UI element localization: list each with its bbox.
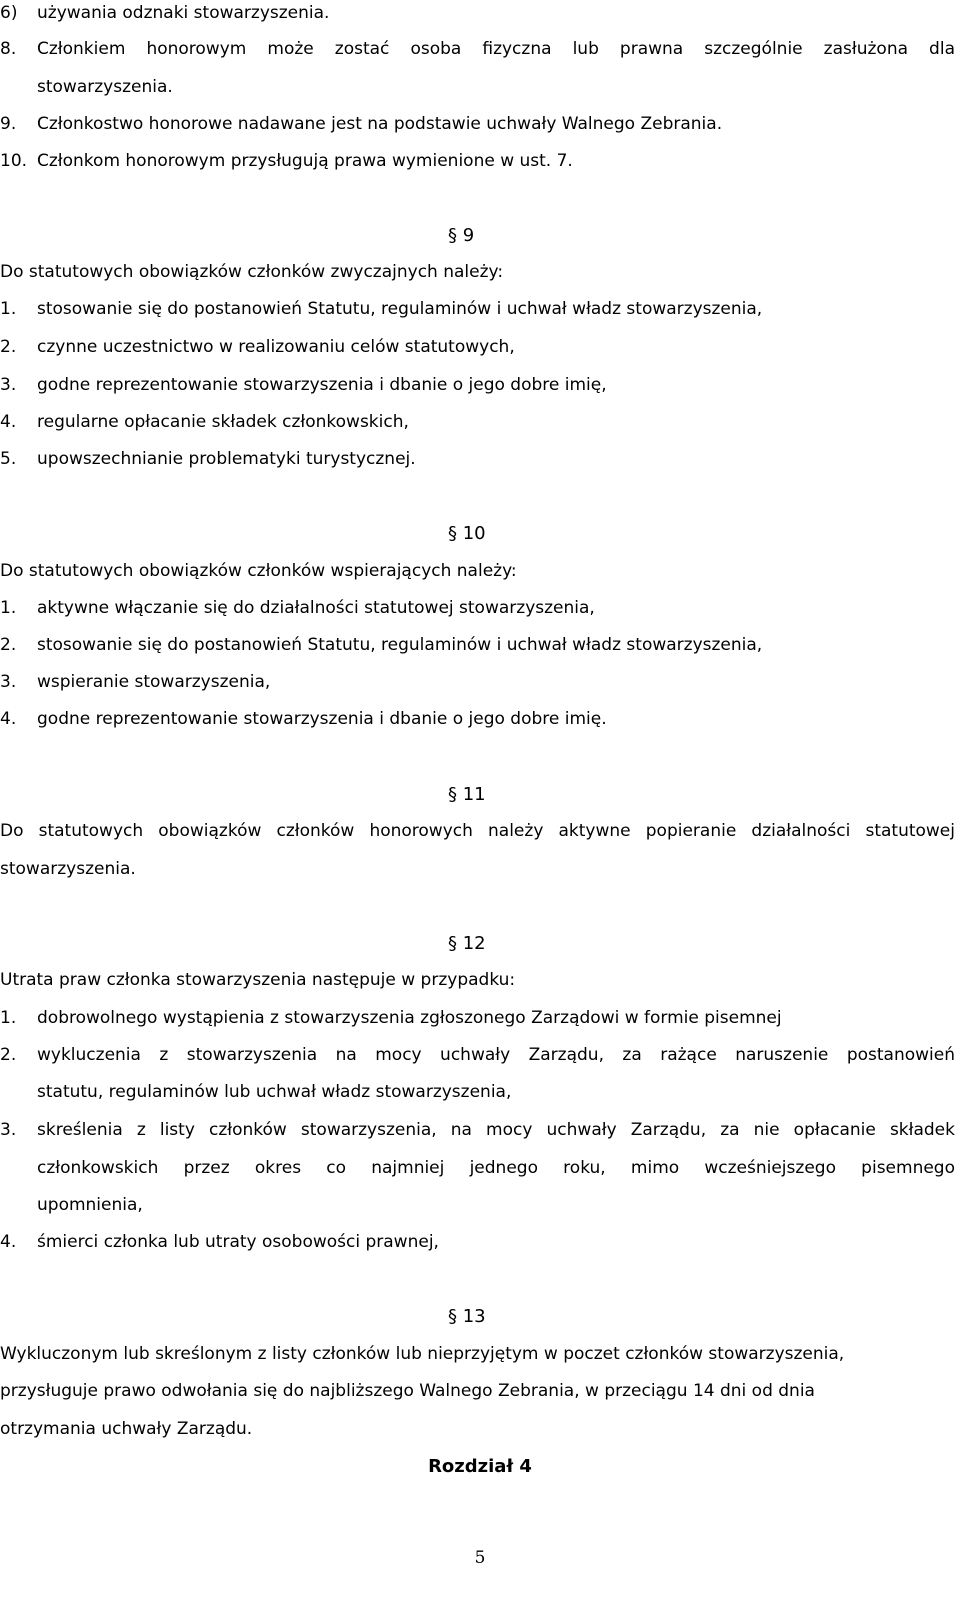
page-number: 5 [474, 1548, 486, 1568]
paragraph-line: przysługuje prawo odwołania się do najbliższego Walnego Zebrania, w przeciągu 14 dni od dnia [0, 1381, 815, 1401]
paragraph-line: otrzymania uchwały Zarządu. [0, 1419, 253, 1439]
item-text: Członkom honorowym przysługują prawa wymienione w ust. 7. [37, 151, 573, 171]
item-number: 2. [0, 337, 17, 357]
item-number: 1. [0, 299, 17, 319]
item-number: 3. [0, 375, 17, 395]
item-number: 3. [0, 672, 17, 692]
item-text: Członkiem honorowym może zostać osoba fizyczna lub prawna szczególnie zasłużona dla [37, 39, 955, 59]
item-number: 10. [0, 151, 28, 171]
section-intro: Do statutowych obowiązków członków zwyczajnych należy: [0, 262, 504, 282]
item-number: 5. [0, 449, 17, 469]
paragraph-line: stowarzyszenia. [0, 859, 136, 879]
item-text: czynne uczestnictwo w realizowaniu celów statutowych, [37, 337, 515, 357]
paragraph-text: Do statutowych obowiązków członków honorowych należy aktywne popieranie działalności statutowej [0, 821, 955, 841]
item-text: stowarzyszenia. [37, 77, 173, 97]
item-number: 8. [0, 39, 17, 59]
section-heading: § 11 [448, 784, 486, 805]
item-text: stosowanie się do postanowień Statutu, regulaminów i uchwał władz stowarzyszenia, [37, 635, 763, 655]
section-heading: § 13 [448, 1306, 486, 1327]
item-text: stosowanie się do postanowień Statutu, regulaminów i uchwał władz stowarzyszenia, [37, 299, 763, 319]
paragraph-line: Wykluczonym lub skreślonym z listy członków lub nieprzyjętym w poczet członków stowarzyszenia, [0, 1344, 845, 1364]
item-text: Członkostwo honorowe nadawane jest na podstawie uchwały Walnego Zebrania. [37, 114, 723, 134]
item-text: dobrowolnego wystąpienia z stowarzyszenia zgłoszonego Zarządowi w formie pisemnej [37, 1008, 782, 1028]
item-text: używania odznaki stowarzyszenia. [37, 3, 330, 23]
item-number: 6) [0, 3, 18, 23]
item-text: upomnienia, [37, 1195, 143, 1215]
item-number: 9. [0, 114, 17, 134]
item-text: wykluczenia z stowarzyszenia na mocy uchwały Zarządu, za rażące naruszenie postanowień [37, 1045, 955, 1065]
item-text: godne reprezentowanie stowarzyszenia i dbanie o jego dobre imię, [37, 375, 607, 395]
section-intro: Utrata praw członka stowarzyszenia następuje w przypadku: [0, 970, 516, 990]
item-number: 3. [0, 1120, 17, 1140]
item-text: wspieranie stowarzyszenia, [37, 672, 271, 692]
section-heading: § 9 [448, 225, 475, 246]
item-number: 4. [0, 709, 17, 729]
item-number: 4. [0, 1232, 17, 1252]
section-intro: Do statutowych obowiązków członków wspierających należy: [0, 561, 517, 581]
item-text: śmierci członka lub utraty osobowości prawnej, [37, 1232, 439, 1252]
chapter-heading: Rozdział 4 [428, 1456, 532, 1477]
item-number: 1. [0, 598, 17, 618]
item-number: 2. [0, 1045, 17, 1065]
item-text: członkowskich przez okres co najmniej jednego roku, mimo wcześniejszego pisemnego [37, 1158, 955, 1178]
item-text: skreślenia z listy członków stowarzyszenia, na mocy uchwały Zarządu, za nie opłacanie składek [37, 1120, 955, 1140]
item-text: statutu, regulaminów lub uchwał władz stowarzyszenia, [37, 1082, 512, 1102]
section-heading: § 10 [448, 523, 486, 544]
section-heading: § 12 [448, 933, 486, 954]
item-number: 2. [0, 635, 17, 655]
item-text: regularne opłacanie składek członkowskich, [37, 412, 409, 432]
item-number: 4. [0, 412, 17, 432]
item-number: 1. [0, 1008, 17, 1028]
item-text: aktywne włączanie się do działalności statutowej stowarzyszenia, [37, 598, 595, 618]
item-text: godne reprezentowanie stowarzyszenia i dbanie o jego dobre imię. [37, 709, 607, 729]
item-text: upowszechnianie problematyki turystycznej. [37, 449, 416, 469]
